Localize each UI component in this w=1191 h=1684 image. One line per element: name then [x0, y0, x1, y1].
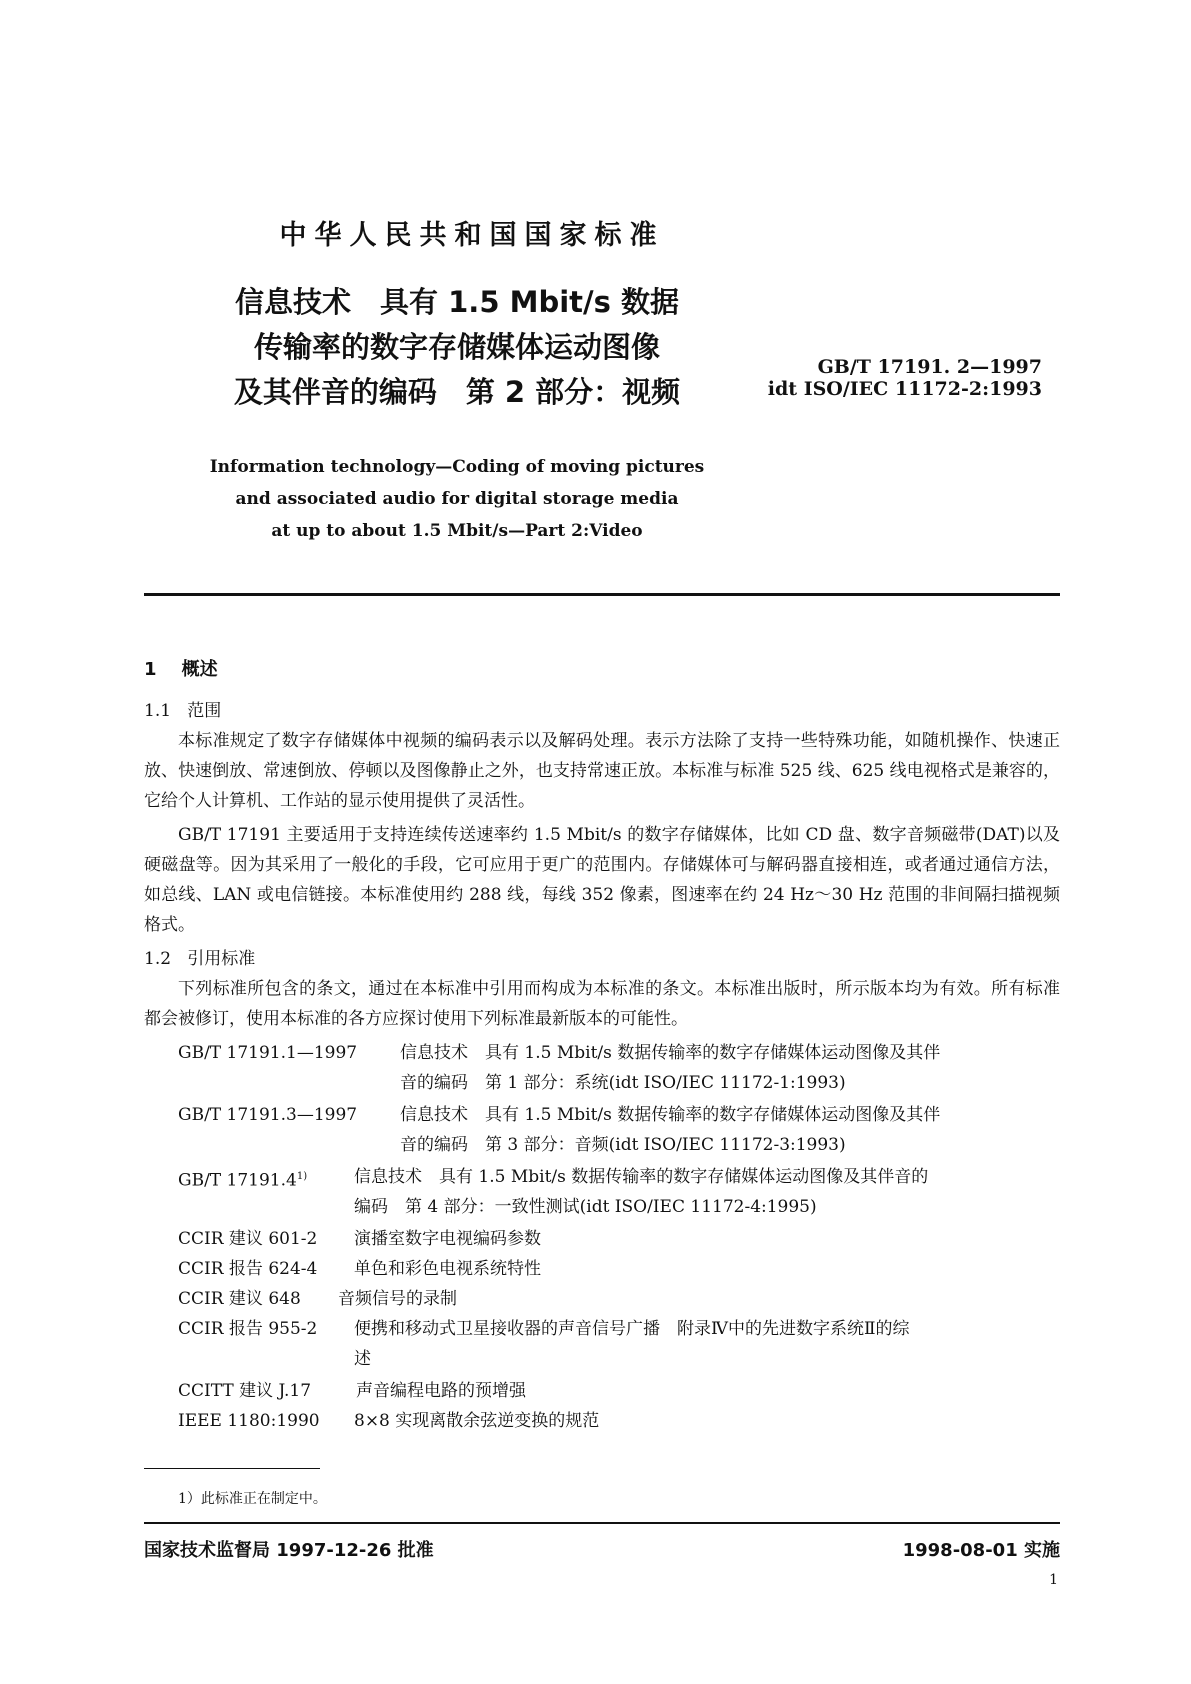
header-divider [144, 593, 1060, 596]
cn-title-line-3: 及其伴音的编码 第 2 部分：视频 [233, 375, 681, 409]
reference-item [178, 1284, 1060, 1314]
en-title-line-3: at up to about 1.5 Mbit/s—Part 2:Video [271, 521, 643, 541]
reference-code: CCIR 报告 624-4 [178, 1259, 318, 1279]
reference-title: 8×8 实现离散余弦逆变换的规范 [354, 1411, 600, 1431]
reference-item [178, 1224, 1060, 1254]
reference-code: CCIR 建议 648 [178, 1289, 301, 1309]
en-title-line-1: Information technology—Coding of moving pictures [209, 457, 705, 477]
approval-line: 国家技术监督局 1997-12-26 批准 [144, 1540, 434, 1561]
section-1-2-heading [144, 944, 255, 974]
reference-title: 声音编程电路的预增强 [356, 1381, 526, 1401]
reference-title-cont: 音的编码 第 1 部分：系统(idt ISO/IEC 11172-1:1993) [400, 1073, 846, 1093]
reference-title-cont: 述 [354, 1349, 371, 1369]
reference-title: 信息技术 具有 1.5 Mbit/s 数据传输率的数字存储媒体运动图像及其伴 [400, 1105, 941, 1125]
section-1-heading [144, 655, 218, 681]
cn-title-line-1: 信息技术 具有 1.5 Mbit/s 数据 [235, 285, 679, 319]
reference-item [178, 1254, 1060, 1284]
reference-code: IEEE 1180:1990 [178, 1411, 320, 1431]
standard-idt: idt ISO/IEC 11172-2:1993 [767, 378, 1042, 400]
reference-item [178, 1038, 1060, 1098]
scope-paragraph-1: 本标准规定了数字存储媒体中视频的编码表示以及解码处理。表示方法除了支持一些特殊功能，如随机操作、快速正放、快速倒放、常速倒放、停顿以及图像静止之外，也支持常速正放。本标准与标准 525 线、625 线电视格式是兼容的，它给个人计算机、工作站的显示使用提供了灵活性。 [144, 731, 1060, 811]
reference-code: CCITT 建议 J.17 [178, 1381, 312, 1401]
implementation-line: 1998-08-01 实施 [902, 1540, 1060, 1561]
cn-title-line-2: 传输率的数字存储媒体运动图像 [253, 330, 660, 364]
page-number: 1 [1049, 1572, 1058, 1588]
reference-title: 音频信号的录制 [338, 1289, 457, 1309]
reference-item [178, 1100, 1060, 1160]
reference-title: 信息技术 具有 1.5 Mbit/s 数据传输率的数字存储媒体运动图像及其伴音的 [354, 1167, 929, 1187]
footnote-divider [144, 1468, 320, 1469]
reference-code: GB/T 17191.3—1997 [178, 1105, 358, 1125]
reference-title-cont: 音的编码 第 3 部分：音频(idt ISO/IEC 11172-3:1993) [400, 1135, 846, 1155]
reference-code [178, 1162, 307, 1196]
reference-item [178, 1314, 1060, 1374]
reference-item [178, 1406, 1060, 1436]
section-1-title: 概述 [181, 659, 218, 680]
reference-title: 便携和移动式卫星接收器的声音信号广播 附录Ⅳ中的先进数字系统Ⅱ的综 [354, 1319, 910, 1339]
footer-divider [144, 1522, 1060, 1524]
scope-paragraph-2: GB/T 17191 主要适用于支持连续传送速率约 1.5 Mbit/s 的数字存储媒体，比如 CD 盘、数字音频磁带(DAT)以及硬磁盘等。因为其采用了一般化的手段，它可应用于更广的范围内。存储媒体可与解码器直接相连，或者通过通信方法，如总线、LAN 或电信链接。本标准使用约 288 线，每线 352 像素，图速率在约 24 Hz～30 Hz 范围的非间隔扫描视频格式。 [144, 825, 1060, 935]
reference-item [178, 1162, 1060, 1222]
section-1-2-title: 引用标准 [187, 949, 256, 969]
reference-item [178, 1376, 1060, 1406]
footnote-marker: 1) [296, 1171, 308, 1182]
footnote-text: 1）此标准正在制定中。 [178, 1491, 327, 1507]
references-intro-paragraph: 下列标准所包含的条文，通过在本标准中引用而构成为本标准的条文。本标准出版时，所示版本均为有效。所有标准都会被修订，使用本标准的各方应探讨使用下列标准最新版本的可能性。 [144, 979, 1060, 1029]
section-1-number: 1 [144, 659, 157, 680]
reference-title: 单色和彩色电视系统特性 [354, 1259, 541, 1279]
reference-code-text: GB/T 17191.4 [178, 1170, 297, 1191]
national-standard-title: 中华人民共和国国家标准 [279, 220, 665, 251]
section-1-1-heading [144, 696, 221, 726]
standard-number: GB/T 17191. 2—1997 [817, 356, 1042, 378]
reference-title-cont: 编码 第 4 部分：一致性测试(idt ISO/IEC 11172-4:1995) [354, 1197, 817, 1217]
reference-code: GB/T 17191.1—1997 [178, 1043, 358, 1063]
section-1-1-title: 范围 [187, 701, 222, 721]
section-1-1-number: 1.1 [144, 701, 172, 721]
en-title-line-2: and associated audio for digital storage media [235, 489, 679, 509]
reference-code: CCIR 建议 601-2 [178, 1229, 318, 1249]
reference-title: 信息技术 具有 1.5 Mbit/s 数据传输率的数字存储媒体运动图像及其伴 [400, 1043, 941, 1063]
section-1-2-number: 1.2 [144, 949, 172, 969]
reference-code: CCIR 报告 955-2 [178, 1319, 318, 1339]
reference-title: 演播室数字电视编码参数 [354, 1229, 541, 1249]
